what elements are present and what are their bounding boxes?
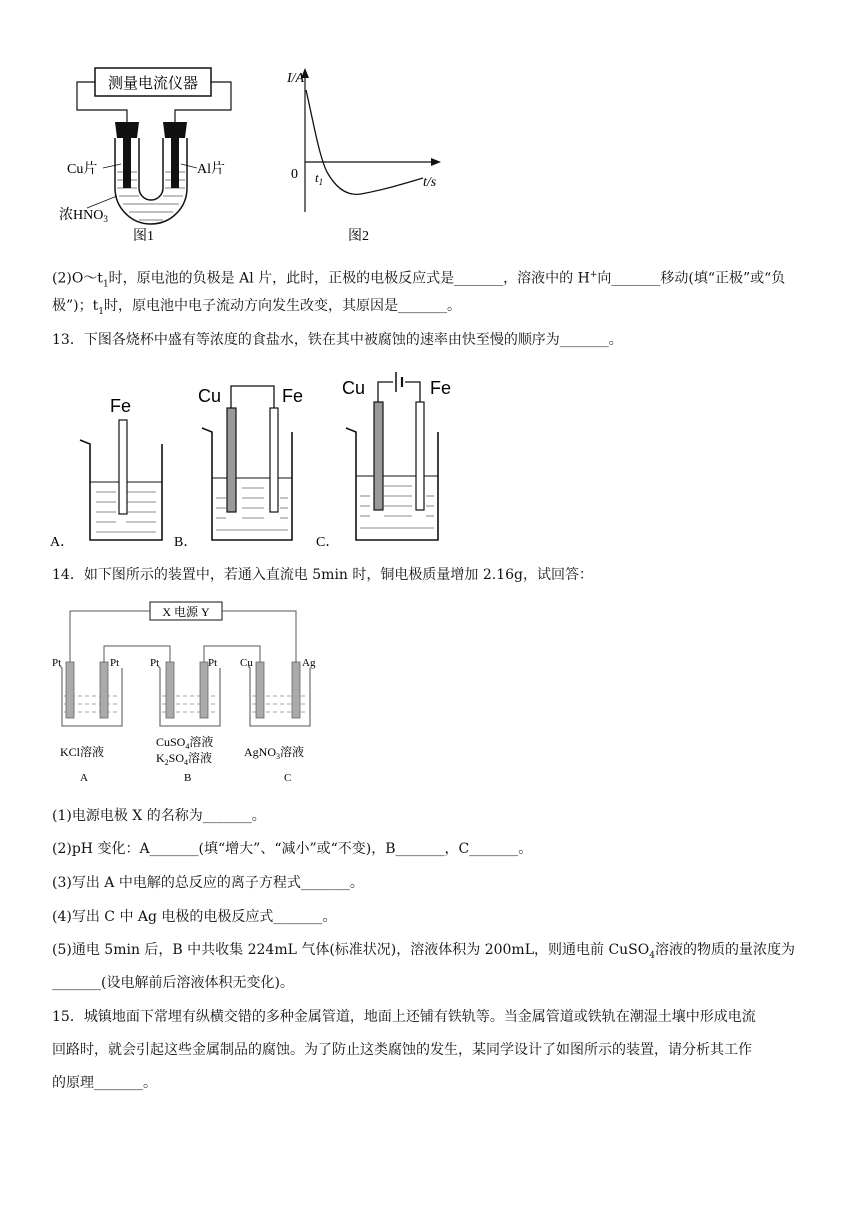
- q15-line2: 回路时，就会引起这些金属制品的腐蚀。为了防止这类腐蚀的发生，某同学设计了如图所示的装置，请分析其工作: [52, 1042, 752, 1058]
- beaker-a: [50, 396, 162, 550]
- q14-question: 14．如下图所示的装置中，若通入直流电 5min 时，铜电极质量增加 2.16g，试回答：: [52, 567, 593, 583]
- q14-sub5-line1: (5)通电 5min 后，B 中共收集 224mL 气体(标准状况)，溶液体积为 200mL，则通电前 CuSO$_4$溶液的物质的量浓度为: [52, 942, 795, 961]
- fig1-caption: 图1: [133, 229, 154, 244]
- q14-sub2: (2)pH 变化：A_______(填“增大”、“减小”或“不变)，B_______，C_______。: [52, 841, 533, 857]
- solution-a: KCl溶液: [60, 745, 105, 759]
- al-electrode: [171, 138, 179, 188]
- power-supply-label: X 电源 Y: [162, 605, 210, 619]
- u-tube-inner: [139, 138, 163, 200]
- q12-line1: $(2)O\sim t_1$时，原电池的负极是 Al 片，此时，正极的电极反应式是_______，溶液中的 H+向_______移动(填“正极”或“负: [52, 270, 786, 290]
- figure-2-current-graph: [285, 60, 460, 245]
- beaker-label-c: C: [284, 772, 292, 784]
- solution-c: AgNO$_3$溶液: [244, 745, 305, 761]
- q12-line2: 极”)；$t_1$时，原电池中电子流动方向发生改变，其原因是_______。: [52, 298, 461, 317]
- cu-label-b: Cu: [198, 386, 222, 406]
- fe-label-c: Fe: [430, 378, 452, 398]
- fe-electrode-c: [416, 402, 424, 510]
- solution-label: 浓$HNO_3$: [59, 208, 108, 224]
- figure-1-u-tube: [55, 60, 255, 245]
- fe-label-a: Fe: [110, 396, 132, 416]
- label-c: C．: [316, 535, 340, 550]
- fe-electrode-b: [270, 408, 278, 512]
- wire-b: [231, 386, 274, 408]
- instrument-label: 测量电流仪器: [107, 75, 199, 92]
- fe-electrode-a: [119, 420, 127, 514]
- al-label: Al片: [197, 162, 225, 177]
- figure-q14-electrolysis: [50, 596, 330, 786]
- q15-line1: 15．城镇地面下常埋有纵横交错的多种金属管道，地面上还铺有铁轨等。当金属管道或铁轨在潮湿土壤中形成电流: [52, 1009, 756, 1025]
- q13-question: 13．下图各烧杯中盛有等浓度的食盐水，铁在其中被腐蚀的速率由快至慢的顺序为_______。: [52, 332, 623, 348]
- cu-electrode: [123, 138, 131, 188]
- y-axis-label: I/A: [287, 71, 305, 86]
- cu-label-c: Cu: [342, 378, 366, 398]
- electrode-label-3: Pt: [150, 657, 160, 669]
- q14-sub3: (3)写出 A 中电解的总反应的离子方程式_______。: [52, 875, 364, 891]
- t1-label: $t_1$: [315, 170, 324, 187]
- x-axis-label: t/s: [423, 175, 437, 190]
- label-b: B．: [174, 535, 198, 550]
- q14-sub1: (1)电源电极 X 的名称为_______。: [52, 808, 266, 824]
- cu-electrode-b: [227, 408, 236, 512]
- electrode-label-1: Pt: [52, 657, 62, 669]
- q14-sub4: (4)写出 C 中 Ag 电极的电极反应式_______。: [52, 909, 337, 925]
- cu-label: Cu片: [67, 162, 98, 177]
- solution-b2: $K_2SO_4$溶液: [156, 751, 213, 767]
- wire-y: [222, 611, 296, 662]
- cu-electrode-c: [374, 402, 383, 510]
- stopper-right: [163, 122, 187, 138]
- solution-b1: CuSO$_4$溶液: [156, 735, 214, 751]
- beaker-c: [316, 372, 451, 550]
- q15-line3: 的原理_______。: [52, 1075, 157, 1091]
- stopper-left: [115, 122, 139, 138]
- fe-label-b: Fe: [282, 386, 304, 406]
- fig2-caption: 图2: [348, 229, 369, 244]
- electrode-label-5: Cu: [240, 657, 253, 669]
- beaker-label-a: A: [80, 772, 88, 784]
- q14-sub5-line2: _______(设电解前后溶液体积无变化)。: [52, 975, 294, 991]
- origin-label: 0: [291, 167, 298, 182]
- electrode-label-4: Pt: [208, 657, 218, 669]
- wire-x: [70, 611, 150, 662]
- label-a: A．: [50, 535, 75, 550]
- beaker-label-b: B: [184, 772, 192, 784]
- beaker-b: [174, 386, 303, 550]
- electrode-label-6: Ag: [302, 657, 316, 669]
- current-curve: [306, 90, 423, 194]
- electrode-label-2: Pt: [110, 657, 120, 669]
- figure-q13-beakers: [50, 368, 470, 550]
